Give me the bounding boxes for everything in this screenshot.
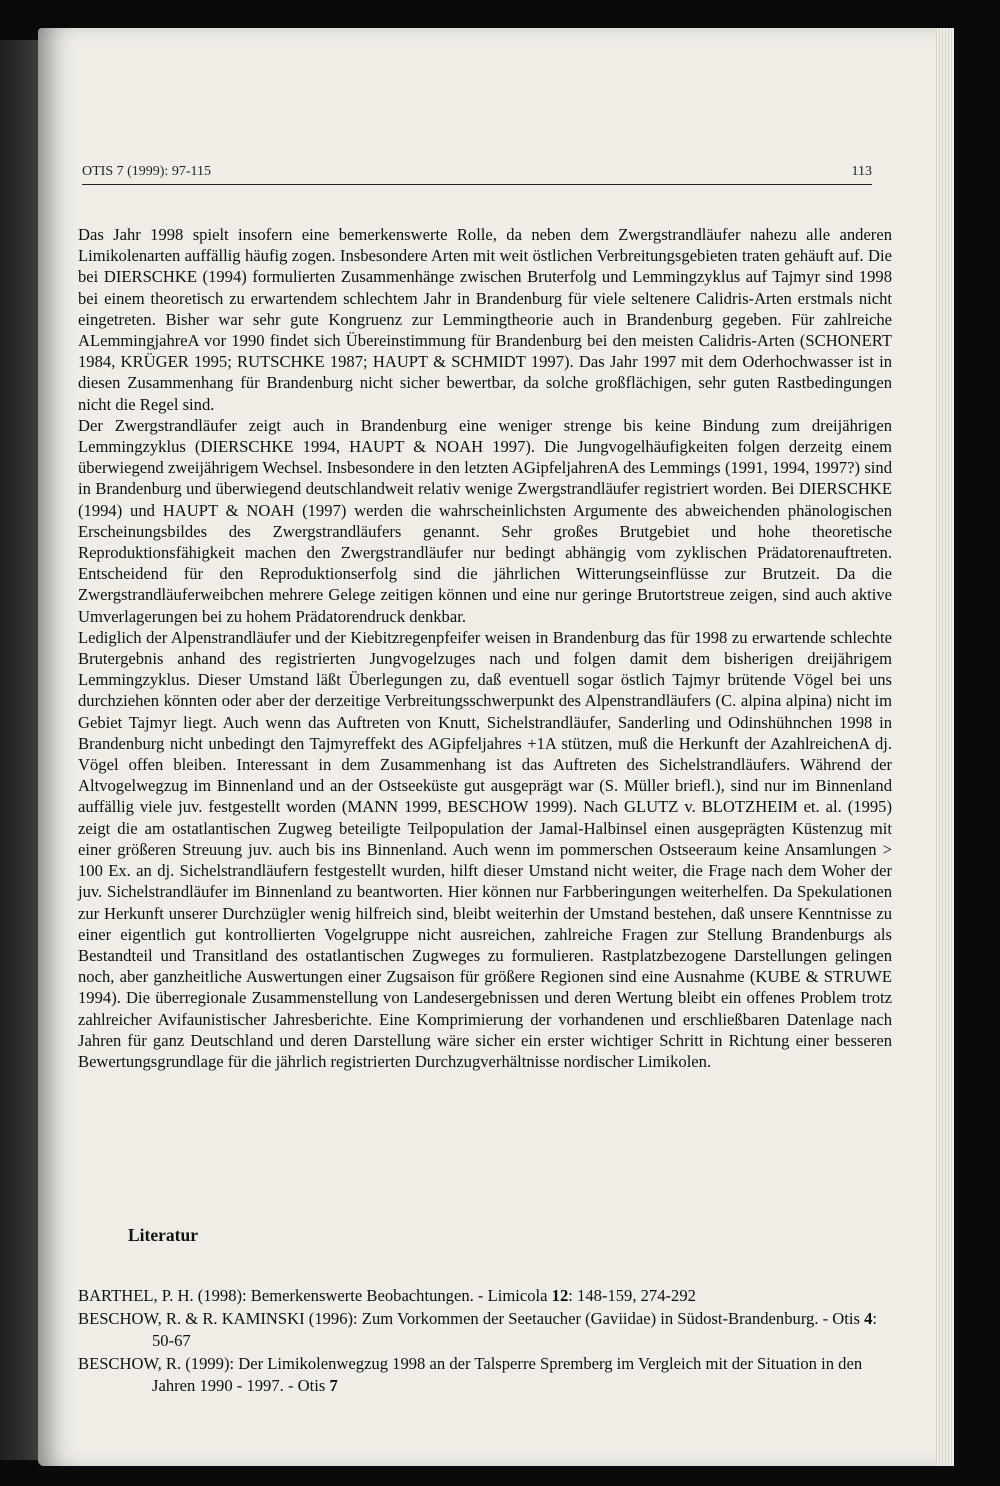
reference-volume: 7 — [329, 1376, 338, 1395]
reference-text: BESCHOW, R. & R. KAMINSKI (1996): Zum Vorkommen der Seetaucher (Gaviidae) in Südost-Brandenburg. - Otis — [78, 1309, 865, 1328]
reference-pages: : 148-159, 274-292 — [568, 1286, 696, 1305]
paragraph-2: Der Zwergstrandläufer zeigt auch in Brandenburg eine weniger strenge bis keine Bindung zum dreijährigen Lemmingzyklus (DIERSCHKE 1994, HAUPT & NOAH 1997). Die Jungvogelhäufigkeiten folgen derzeitg einem überwiegend zweijährigem Wechsel. Insbesondere in den letzten AGipfeljahrenA des Lemmings (1991, 1994, 1997?) sind in Brandenburg und überwiegend deutschlandweit relativ wenige Zwergstrandläufer registriert worden. Bei DIERSCHKE (1994) und HAUPT & NOAH (1997) werden die wahrscheinlichsten Argumente des abweichenden phänologischen Erscheinungsbildes des Zwergstrandläufers genannt. Sehr großes Brutgebiet und hohe theoretische Reproduktionsfähigkeit machen den Zwergstrandläufer nur bedingt abhängig vom zyklischen Prädatorenauftreten. Entscheidend für den Reproduktionserfolg sind die jährlichen Witterungseinflüsse zur Brutzeit. Da die Zwergstrandläuferweibchen mehrere Gelege zeitigen können und eine nur geringe Brutortstreue zeigen, sind auch aktive Umverlagerungen bei zu hohem Prädatorendruck denkbar. — [78, 415, 892, 626]
reference-pages: : 50-67 — [152, 1309, 878, 1350]
reference-text: BESCHOW, R. (1999): Der Limikolenwegzug 1998 an der Talsperre Spremberg im Vergleich mit der Situation in den Jahren 1990 - 1997. - Otis — [78, 1354, 863, 1395]
literature-heading: Literatur — [128, 1225, 198, 1245]
running-header — [82, 162, 872, 185]
page-number: 113 — [851, 164, 872, 179]
page-edge — [936, 28, 954, 1466]
paper-page — [38, 28, 954, 1466]
reference-item — [78, 1308, 892, 1352]
reference-volume: 4 — [864, 1309, 873, 1328]
reference-item — [78, 1285, 892, 1307]
body-text — [78, 224, 892, 1072]
paragraph-1: Das Jahr 1998 spielt insofern eine bemerkenswerte Rolle, da neben dem Zwergstrandläufer nahezu alle anderen Limikolenarten auffällig häufig zogen. Insbesondere Arten mit weit östlichen Verbreitungsgebieten traten gehäuft auf. Die bei DIERSCHKE (1994) formulierten Zusammenhänge zwischen Bruterfolg und Lemmingzyklus auf Tajmyr sind 1998 bei einem theoretisch zu erwartendem schlechtem Jahr in Brandenburg für viele seltenere Calidris-Arten erstmals nicht eingetreten. Bisher war sehr gute Kongruenz zur Lemmingtheorie auch in Brandenburg gegeben. Für zahlreiche ALemmingjahreA vor 1990 findet sich Übereinstimmung für Brandenburg bei den meisten Calidris-Arten (SCHONERT 1984, KRÜGER 1995; RUTSCHKE 1987; HAUPT & SCHMIDT 1997). Das Jahr 1997 mit dem Oderhochwasser ist in diesen Zusammenhang für Brandenburg nicht sicher bewertbar, da solche großflächigen, sehr guten Rastbedingungen nicht die Regel sind. — [78, 225, 892, 414]
journal-citation: OTIS 7 (1999): 97-115 — [82, 164, 211, 179]
reference-item — [78, 1353, 892, 1397]
reference-volume: 12 — [551, 1286, 569, 1305]
reference-list — [78, 1285, 892, 1398]
reference-text: BARTHEL, P. H. (1998): Bemerkenswerte Beobachtungen. - Limicola — [78, 1286, 552, 1305]
paragraph-3: Lediglich der Alpenstrandläufer und der Kiebitzregenpfeifer weisen in Brandenburg das für 1998 zu erwartende schlechte Brutergebnis anhand des registrierten Jungvogelzuges nach und folgen damit dem bisherigen dreijährigem Lemmingzyklus. Dieser Umstand läßt Überlegungen zu, daß eventuell sogar östlich Tajmyr brütende Vögel bei uns durchziehen könnten oder aber der derzeitige Verbreitungsschwerpunkt des Alpenstrandläufers (C. alpina alpina) nicht im Gebiet Tajmyr liegt. Auch wenn das Auftreten von Knutt, Sichelstrandläufer, Sanderling und Odinshühnchen 1998 in Brandenburg nicht unbedingt den Tajmyreffekt des AGipfeljahres +1A stützen, muß die Herkunft der AzahlreichenA dj. Vögel offen bleiben. Interessant in dem Zusammenhang ist das Auftreten des Sichelstrandläufers. Während der Altvogelwegzug im Binnenland und an der Ostseeküste gut ausgeprägt war (S. Müller briefl.), sind nur im Binnenland auffällig viele juv. festgestellt worden (MANN 1999, BESCHOW 1999). Nach GLUTZ v. BLOTZHEIM et. al. (1995) zeigt die am ostatlantischen Zugweg beteiligte Teilpopulation der Jamal-Halbinsel einen ausgeprägten Küstenzug mit einer größeren Streuung juv. auch bis ins Binnenland. Auch wenn im pommerschen Ostseeraum keine Ansamlungen > 100 Ex. an dj. Sichelstrandläufern festgestellt wurden, hilft dieser Umstand nicht weiter, die Frage nach dem Woher der juv. Sichelstrandläufer im Binnenland zu beantworten. Hier können nur Farbberingungen weiterhelfen. Da Spekulationen zur Herkunft unserer Durchzügler wenig hilfreich sind, bleibt weiterhin der Umstand bestehen, daß unsere Kenntnisse zu einer eigentlich gut kontrollierten Vogelgruppe nicht ausreichen, zahlreiche Fragen zur Stellung Brandenburgs als Bestandteil und Transitland des ostatlantischen Zugweges zu formulieren. Rastplatzbezogene Darstellungen gelingen noch, aber ganzheitliche Auswertungen einer Zugsaison für größere Regionen sind eine Ausnahme (KUBE & STRUWE 1994). Die überregionale Zusammenstellung von Landesergebnissen und deren Wertung bleibt ein offenes Problem trotz zahlreicher Avifaunistischer Jahresberichte. Eine Komprimierung der vorhandenen und erschließbaren Datenlage nach Jahren für ganz Deutschland und deren Darstellung wäre sicher ein erster wichtiger Schritt in Richtung einer besseren Bewertungsgrundlage für die jährlich registrierten Durchzugverhältnisse nordischer Limikolen. — [78, 627, 892, 1071]
